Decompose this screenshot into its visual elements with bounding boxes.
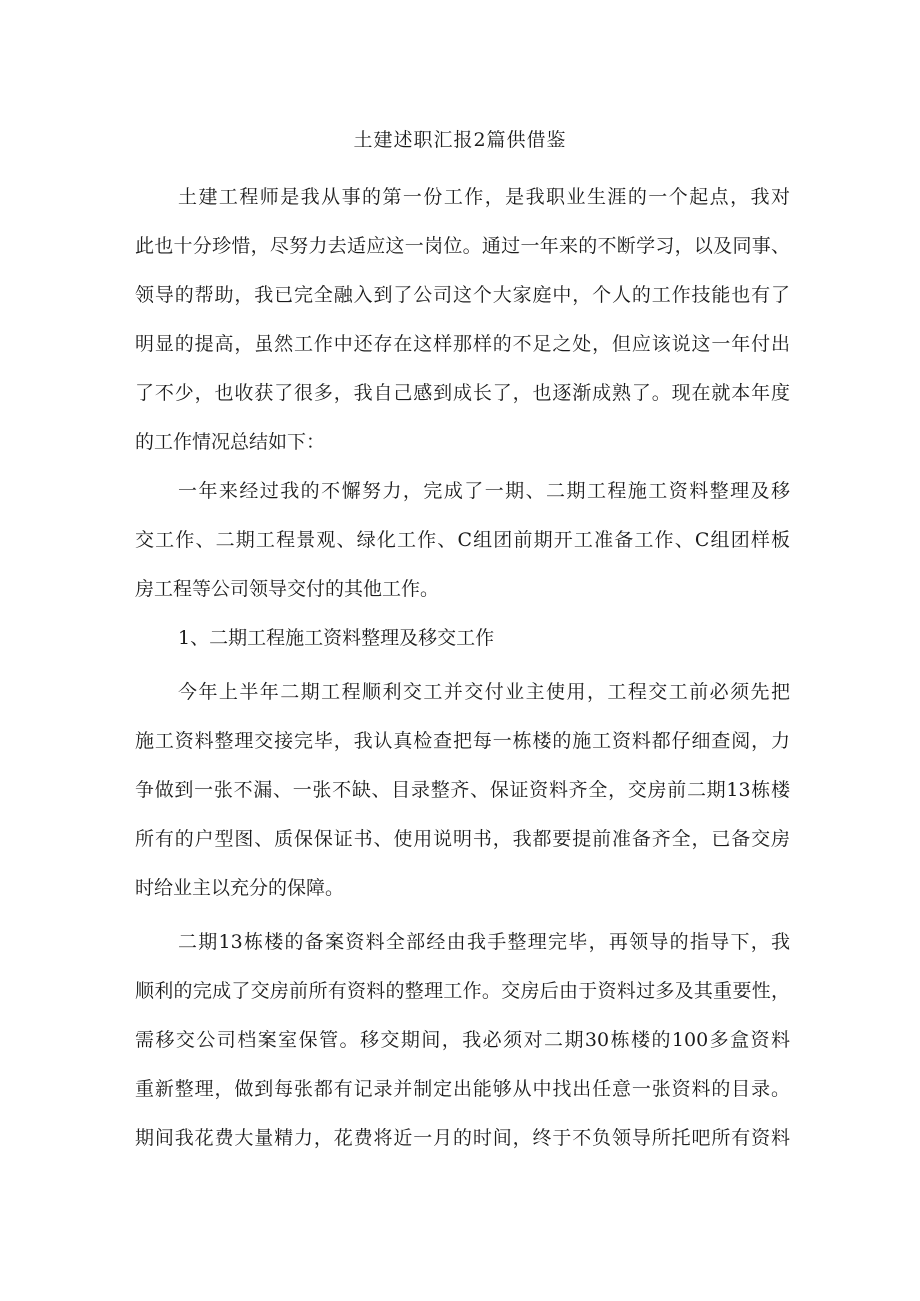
section-heading-1: 1、二期工程施工资料整理及移交工作 bbox=[178, 627, 495, 649]
paragraph-2-line-2: 交工作、二期工程景观、绿化工作、C组团前期开工准备工作、C组团样板 bbox=[135, 529, 790, 551]
paragraph-4-line-3: 需移交公司档案室保管。移交期间，我必须对二期30栋楼的100多盒资料 bbox=[135, 1029, 790, 1051]
paragraph-1-line-6: 的工作情况总结如下： bbox=[135, 431, 326, 453]
document-title: 土建述职汇报2篇供借鉴 bbox=[353, 129, 567, 151]
paragraph-2-line-1: 一年来经过我的不懈努力，完成了一期、二期工程施工资料整理及移 bbox=[178, 480, 790, 502]
paragraph-4-line-5: 期间我花费大量精力，花费将近一月的时间，终于不负领导所托吧所有资料 bbox=[135, 1127, 790, 1149]
paragraph-1-line-5: 了不少，也收获了很多，我自己感到成长了，也逐渐成熟了。现在就本年度 bbox=[135, 382, 790, 404]
paragraph-1-line-2: 此也十分珍惜，尽努力去适应这一岗位。通过一年来的不断学习，以及同事、 bbox=[135, 235, 790, 257]
paragraph-1-line-4: 明显的提高，虽然工作中还存在这样那样的不足之处，但应该说这一年付出 bbox=[135, 333, 790, 355]
paragraph-1-line-3: 领导的帮助，我已完全融入到了公司这个大家庭中，个人的工作技能也有了 bbox=[135, 284, 790, 306]
paragraph-3-line-2: 施工资料整理交接完毕，我认真检查把每一栋楼的施工资料都仔细查阅，力 bbox=[135, 730, 790, 752]
paragraph-2-line-3: 房工程等公司领导交付的其他工作。 bbox=[135, 578, 440, 600]
paragraph-3-line-4: 所有的户型图、质保保证书、使用说明书，我都要提前准备齐全，已备交房 bbox=[135, 828, 790, 850]
paragraph-4-line-2: 顺利的完成了交房前所有资料的整理工作。交房后由于资料过多及其重要性， bbox=[135, 980, 790, 1002]
paragraph-1-line-1: 土建工程师是我从事的第一份工作，是我职业生涯的一个起点，我对 bbox=[178, 186, 790, 208]
paragraph-3-line-3: 争做到一张不漏、一张不缺、目录整齐、保证资料齐全，交房前二期13栋楼 bbox=[135, 779, 790, 801]
paragraph-4-line-4: 重新整理，做到每张都有记录并制定出能够从中找出任意一张资料的目录。 bbox=[135, 1078, 790, 1100]
paragraph-4-line-1: 二期13栋楼的备案资料全部经由我手整理完毕，再领导的指导下，我 bbox=[178, 931, 790, 953]
paragraph-3-line-5: 时给业主以充分的保障。 bbox=[135, 877, 345, 899]
paragraph-3-line-1: 今年上半年二期工程顺利交工并交付业主使用，工程交工前必须先把 bbox=[178, 681, 790, 703]
